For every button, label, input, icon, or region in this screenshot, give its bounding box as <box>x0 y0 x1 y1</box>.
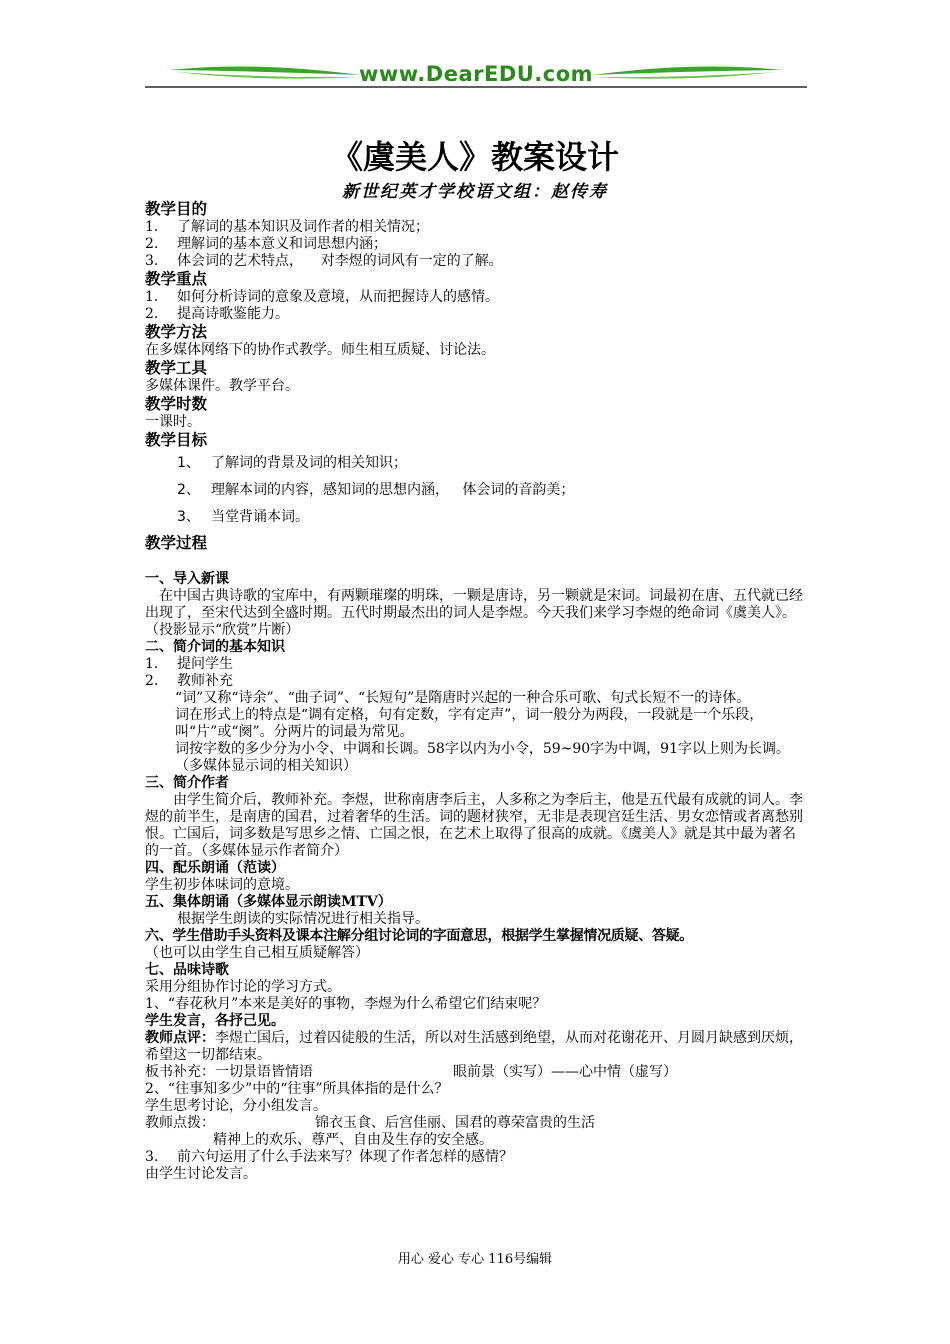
section-heading: 一、导入新课 <box>145 571 229 587</box>
list-item: 2. 提高诗歌鉴能力。 <box>145 306 289 322</box>
students-note: 学生思考讨论，分小组发言。 <box>145 1098 327 1114</box>
process-heading: 教学过程 <box>145 534 208 552</box>
teacher-comment: 教师点评：李煜亡国后，过着囚徒般的生活，所以对生活感到绝望，从而对花谢花开、月圆月缺感到厌烦，希望这一切都结束。 <box>145 1030 803 1063</box>
list-item: 2. 教师补充 <box>145 673 233 689</box>
list-item: 1. 提问学生 <box>145 656 233 672</box>
page-footer: 用心 爱心 专心 116号编辑 <box>397 1252 553 1267</box>
tools-heading: 教学工具 <box>145 359 208 377</box>
section-heading: 二、简介词的基本知识 <box>145 639 285 655</box>
section-heading: 五、集体朗诵（多媒体显示朗读MTV） <box>145 894 392 910</box>
lesson-plan-body <box>145 200 809 1183</box>
section-text: 采用分组协作讨论的学习方式。 <box>145 979 341 995</box>
list-item: 1. 如何分析诗词的意象及意境，从而把握诗人的感情。 <box>145 289 499 305</box>
section-text: 学生初步体味词的意境。 <box>145 877 299 893</box>
list-item: 3、 当堂背诵本词。 <box>177 509 309 525</box>
section-text: 在中国古典诗歌的宝库中，有两颗璀璨的明珠，一颗是唐诗，另一颗就是宋词。词最初在唐、五代就已经出现了，至宋代达到全盛时期。五代时期最杰出的词人是李煜。今天我们来学习李煜的绝命词《虞美人》。（投影显示“欣赏”片断） <box>145 588 803 638</box>
students-note: 由学生讨论发言。 <box>145 1166 257 1182</box>
question-3: 3. 前六句运用了什么手法来写？体现了作者怎样的感情？ <box>145 1149 513 1165</box>
list-item: 3. 体会词的艺术特点， 对李煜的词风有一定的了解。 <box>145 253 503 269</box>
section-text: 根据学生朗读的实际情况进行相关指导。 <box>177 911 429 927</box>
method-text: 在多媒体网络下的协作式教学。师生相互质疑、讨论法。 <box>145 342 495 358</box>
list-item: 2. 理解词的基本意义和词思想内涵； <box>145 236 387 252</box>
section-heading: 七、品味诗歌 <box>145 962 229 978</box>
method-heading: 教学方法 <box>145 323 208 341</box>
author-line: 新世纪英才学校语文组：赵传寿 <box>342 182 608 202</box>
students-note: 学生发言，各抒己见。 <box>145 1013 285 1029</box>
key-points-heading: 教学重点 <box>145 270 208 288</box>
tools-text: 多媒体课件。教学平台。 <box>145 378 299 394</box>
section-text: （也可以由学生自己相互质疑解答） <box>145 945 369 961</box>
question-2: 2、“往事知多少”中的“往事”所具体指的是什么？ <box>145 1081 449 1097</box>
section-heading: 四、配乐朗诵（范读） <box>145 860 285 876</box>
section-heading: 三、简介作者 <box>145 775 229 791</box>
section-text: 由学生简介后，教师补充。李煜，世称南唐李后主，人多称之为李后主，他是五代最有成就的词人。李煜的前半生，是南唐的国君，过着奢华的生活。词的题材狭窄，无非是表现宫廷生活、男女恋情或者离愁别恨。亡国后，词多数是写思乡之情、亡国之恨，在艺术上取得了很高的成就。《虞美人》就是其中最为著名的一首。（多媒体显示作者简介） <box>145 792 803 859</box>
list-item: 1、 了解词的背景及词的相关知识； <box>177 455 407 471</box>
purpose-heading: 教学目的 <box>145 200 208 218</box>
question-1: 1、“春花秋月”本来是美好的事物，李煜为什么希望它们结束呢？ <box>145 996 547 1012</box>
board-note: 板书补充：一切景语皆情语 眼前景（实写）——心中情（虚写） <box>145 1064 677 1080</box>
hours-text: 一课时。 <box>145 414 201 430</box>
section-text: 词按字数的多少分为小令、中调和长调。58字以内为小令，59~90字为中调，91字以上则为长调。（多媒体显示词的相关知识） <box>175 741 790 774</box>
section-text: “词”又称“诗余”、“曲子词”、“长短句”是隋唐时兴起的一种合乐可歌、句式长短不一的诗体。 <box>175 690 751 706</box>
site-header <box>145 58 807 90</box>
page-title: 《虞美人》教案设计 <box>330 138 619 176</box>
section-heading: 六、学生借助手头资料及课本注解分组讨论词的字面意思，根据学生掌握情况质疑、答疑。 <box>145 928 693 944</box>
teacher-guidance: 教师点拨： 锦衣玉食、后宫佳丽、国君的尊荣富贵的生活 <box>145 1115 595 1131</box>
section-text: 词在形式上的特点是“调有定格，句有定数，字有定声”，词一般分为两段，一段就是一个乐段，叫“片”或“阕”。分两片的词最为常见。 <box>175 707 764 740</box>
goals-heading: 教学目标 <box>145 431 208 449</box>
list-item: 1. 了解词的基本知识及词作者的相关情况； <box>145 219 429 235</box>
site-brand: www.DearEDU.com <box>358 62 594 86</box>
list-item: 2、 理解本词的内容，感知词的思想内涵， 体会词的音韵美； <box>177 482 575 498</box>
hours-heading: 教学时数 <box>145 395 208 413</box>
teacher-guidance-cont: 精神上的欢乐、尊严、自由及生存的安全感。 <box>213 1132 493 1148</box>
